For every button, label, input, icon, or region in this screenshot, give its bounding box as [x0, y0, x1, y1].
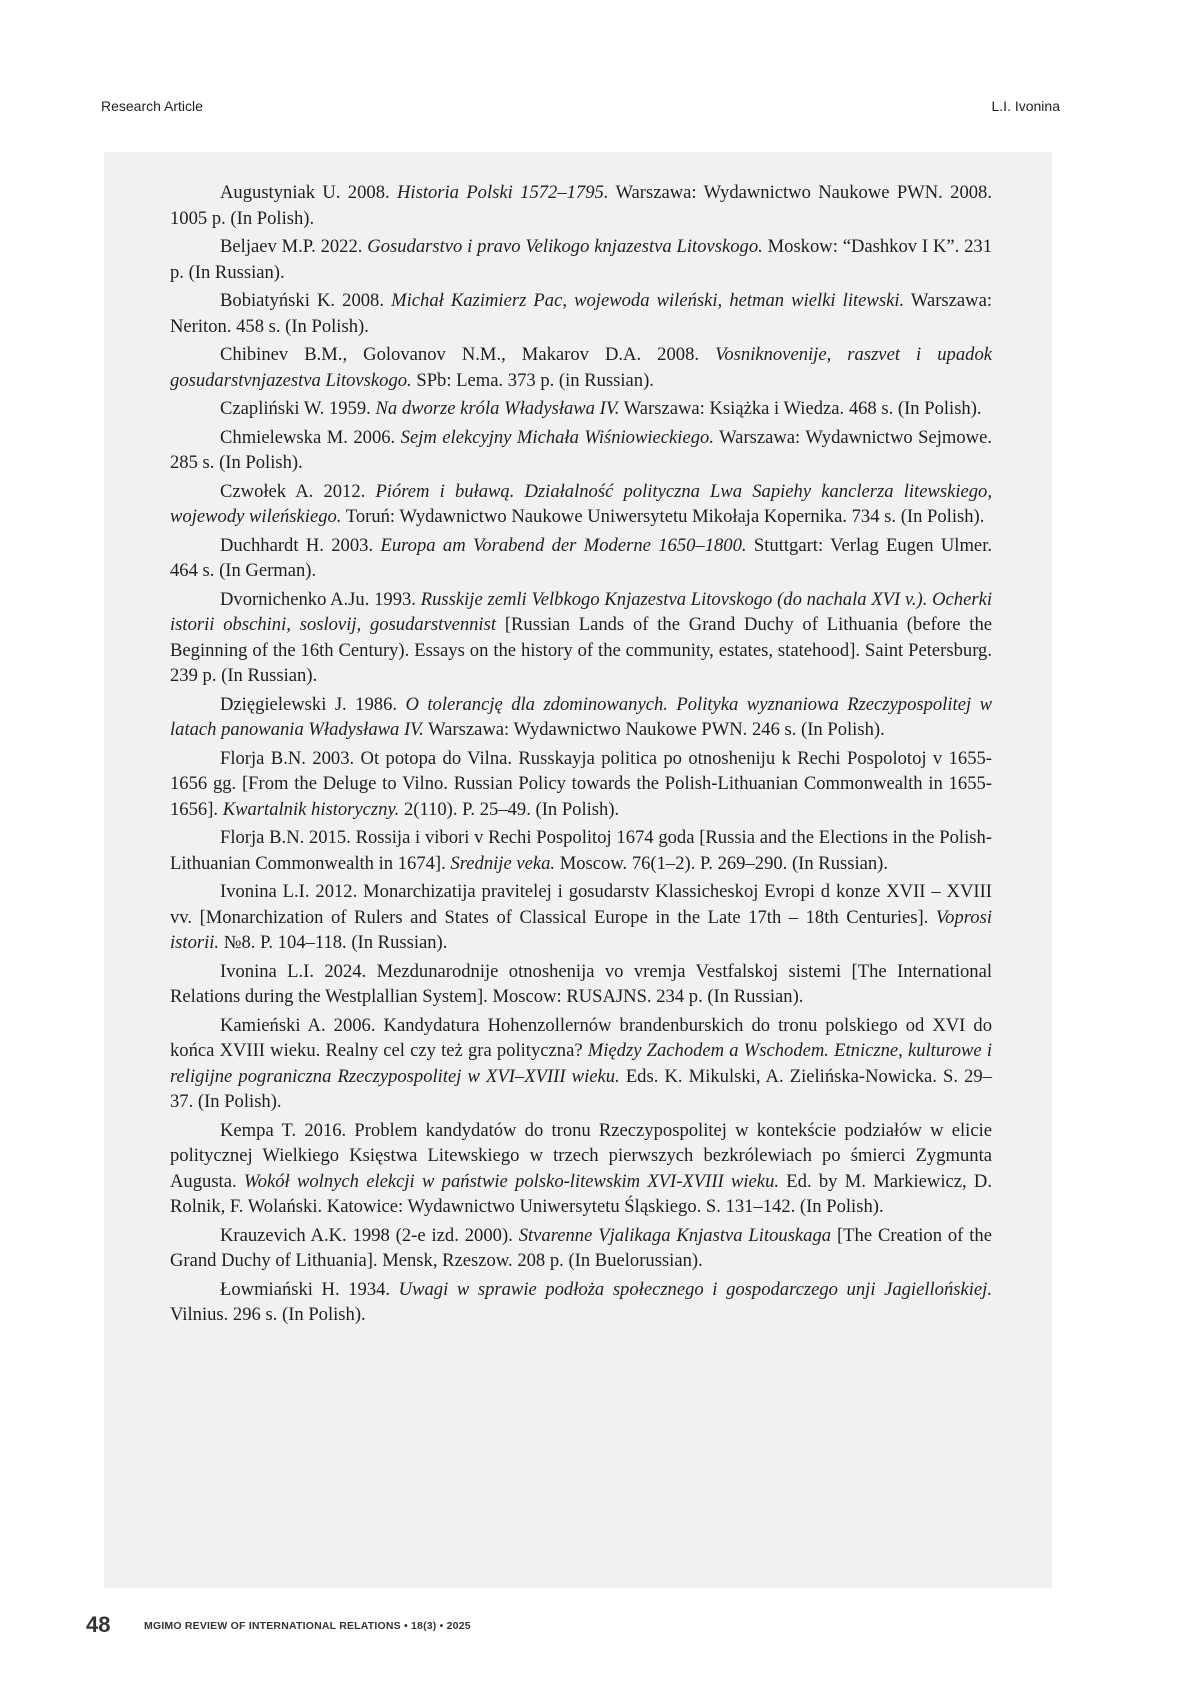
reference-title: Uwagi w sprawie podłoża społecznego i gospodarczego unji Jagiellońskiej.: [399, 1279, 992, 1300]
reference-title: Między Zachodem a Wschodem. Etniczne, kulturowe i religijne pograniczna Rzeczypospolitej w XVI–XVIII wieku.: [170, 1040, 992, 1087]
page-number: 48: [86, 1612, 110, 1638]
reference-text: Warszawa: Książka i Wiedza. 468 s. (In Polish).: [619, 398, 981, 419]
reference-title: Gosudarstvo i pravo Velikogo knjazestva Litovskogo.: [367, 236, 763, 257]
reference-title: Srednije veka.: [450, 853, 555, 874]
reference-entry: [170, 825, 992, 876]
reference-text: Bobiatyński K. 2008.: [220, 290, 391, 311]
reference-text: Ivonina L.I. 2012. Monarchizatija pravitelej i gosudarstv Klassicheskoj Evropi d konze XVII – XVIII vv. [Monarchization of Rulers and States of Classical Europe in the Late 17th – 18th Centuries].: [170, 881, 992, 928]
reference-entry: [170, 479, 992, 530]
reference-entry: [170, 746, 992, 823]
reference-text: №8. P. 104–118. (In Russian).: [219, 932, 447, 953]
reference-text: Kamieński A. 2006. Kandydatura Hohenzollernów brandenburskich do tronu polskiego od XVI do końca XVIII wieku. Realny cel czy też gra polityczna?: [170, 1015, 992, 1062]
reference-title: O tolerancję dla zdominowanych. Polityka wyznaniowa Rzeczypospolitej w latach panowania Władysława IV.: [170, 694, 992, 741]
reference-text: Moskow: “Dashkov I K”. 231 p. (In Russian).: [170, 236, 992, 283]
reference-text: Augustyniak U. 2008.: [220, 182, 397, 203]
reference-title: Wokół wolnych elekcji w państwie polsko-litewskim XVI-XVIII wieku.: [244, 1171, 779, 1192]
reference-text: Czapliński W. 1959.: [220, 398, 375, 419]
reference-text: Krauzevich A.K. 1998 (2-e izd. 2000).: [220, 1225, 519, 1246]
reference-text: Dvornichenko A.Ju. 1993.: [220, 589, 421, 610]
reference-text: Florja B.N. 2015. Rossija i vibori v Rechi Pospolitoj 1674 goda [Russia and the Elections in the Polish-Lithuanian Commonwealth in 1674].: [170, 827, 992, 874]
reference-title: Historia Polski 1572–1795.: [397, 182, 608, 203]
reference-entry: [170, 587, 992, 689]
reference-text: Eds. K. Mikulski, A. Zielińska-Nowicka. S. 29–37. (In Polish).: [170, 1066, 992, 1113]
reference-entry: [170, 396, 992, 422]
article-type-label: Research Article: [101, 98, 203, 114]
reference-text: Toruń: Wydawnictwo Naukowe Uniwersytetu Mikołaja Kopernika. 734 s. (In Polish).: [341, 506, 984, 527]
reference-entry: [170, 879, 992, 956]
reference-entry: [170, 425, 992, 476]
reference-entry: [170, 234, 992, 285]
reference-text: 2(110). P. 25–49. (In Polish).: [399, 799, 619, 820]
reference-title: Kwartalnik historyczny.: [223, 799, 400, 820]
journal-citation: MGIMO REVIEW OF INTERNATIONAL RELATIONS • 18(3) • 2025: [144, 1620, 471, 1632]
reference-title: Na dworze króla Władysława IV.: [375, 398, 619, 419]
reference-text: Duchhardt H. 2003.: [220, 535, 380, 556]
reference-text: Chibinev B.M., Golovanov N.M., Makarov D.A. 2008.: [220, 344, 715, 365]
reference-entry: [170, 533, 992, 584]
reference-text: Moscow. 76(1–2). P. 269–290. (In Russian).: [555, 853, 888, 874]
reference-text: Warszawa: Wydawnictwo Naukowe PWN. 246 s. (In Polish).: [424, 719, 885, 740]
reference-text: Czwołek A. 2012.: [220, 481, 375, 502]
reference-entry: [170, 1013, 992, 1115]
reference-text: Florja B.N. 2003. Ot potopa do Vilna. Russkayja politica po otnosheniju k Rechi Pospolotoj v 1655-1656 gg. [From the Deluge to Vilno. Russian Policy towards the Polish-Lithuanian Commonwealth in 1655-1656].: [170, 748, 992, 820]
reference-text: Ivonina L.I. 2024. Mezdunarodnije otnoshenija vo vremja Vestfalskoj sistemi [The International Relations during the Westplallian System]. Moscow: RUSAJNS. 234 p. (In Russian).: [170, 961, 992, 1008]
reference-title: Michał Kazimierz Pac, wojewoda wileński, hetman wielki litewski.: [391, 290, 904, 311]
reference-title: Russkije zemli Velbkogo Knjazestva Litovskogo (do nachala XVI v.). Ocherki istorii obschini, soslovij, gosudarstvennist: [170, 589, 992, 636]
reference-text: SPb: Lema. 373 p. (in Russian).: [412, 370, 654, 391]
reference-text: Warszawa: Wydawnictwo Sejmowe. 285 s. (In Polish).: [170, 427, 992, 474]
reference-text: Ed. by M. Markiewicz, D. Rolnik, F. Wolański. Katowice: Wydawnictwo Uniwersytetu Śląskiego. S. 131–142. (In Polish).: [170, 1171, 992, 1218]
reference-text: Warszawa: Wydawnictwo Naukowe PWN. 2008. 1005 p. (In Polish).: [170, 182, 992, 229]
reference-text: Vilnius. 296 s. (In Polish).: [170, 1304, 366, 1325]
reference-text: Kempa T. 2016. Problem kandydatów do tronu Rzeczypospolitej w kontekście podziałów w elicie politycznej Wielkiego Księstwa Litewskiego w trzech pierwszych bezkrólewiach po śmierci Zygmunta Augusta.: [170, 1120, 992, 1192]
reference-entry: [170, 342, 992, 393]
reference-title: Piórem i buławą. Działalność polityczna Lwa Sapiehy kanclerza litewskiego, wojewody wileńskiego.: [170, 481, 992, 528]
author-name: L.I. Ivonina: [992, 98, 1061, 114]
reference-entry: [170, 1277, 992, 1328]
reference-text: Chmielewska M. 2006.: [220, 427, 401, 448]
reference-text: [Russian Lands of the Grand Duchy of Lithuania (before the Beginning of the 16th Century). Essays on the history of the community, estates, statehood]. Saint Petersburg. 239 p. (In Russian).: [170, 614, 992, 686]
reference-text: Warszawa: Neriton. 458 s. (In Polish).: [170, 290, 992, 337]
reference-title: Vosniknovenije, raszvet i upadok gosudarstvnjazestva Litovskogo.: [170, 344, 992, 391]
reference-entry: [170, 692, 992, 743]
reference-text: Dzięgielewski J. 1986.: [220, 694, 405, 715]
reference-list: [104, 152, 1052, 1588]
reference-title: Voprosi istorii.: [170, 907, 992, 954]
reference-text: Stuttgart: Verlag Eugen Ulmer. 464 s. (In German).: [170, 535, 992, 582]
reference-title: Europa am Vorabend der Moderne 1650–1800.: [380, 535, 746, 556]
reference-title: Sejm elekcyjny Michała Wiśniowieckiego.: [401, 427, 714, 448]
reference-title: Stvarenne Vjalikaga Knjastva Litouskaga: [519, 1225, 831, 1246]
reference-text: Beljaev M.P. 2022.: [220, 236, 367, 257]
reference-text: [The Creation of the Grand Duchy of Lithuania]. Mensk, Rzeszow. 208 p. (In Buelorussian).: [170, 1225, 992, 1272]
reference-entry: [170, 180, 992, 231]
reference-entry: [170, 959, 992, 1010]
reference-text: Łowmiański H. 1934.: [220, 1279, 399, 1300]
reference-entry: [170, 288, 992, 339]
reference-entry: [170, 1118, 992, 1220]
reference-entry: [170, 1223, 992, 1274]
